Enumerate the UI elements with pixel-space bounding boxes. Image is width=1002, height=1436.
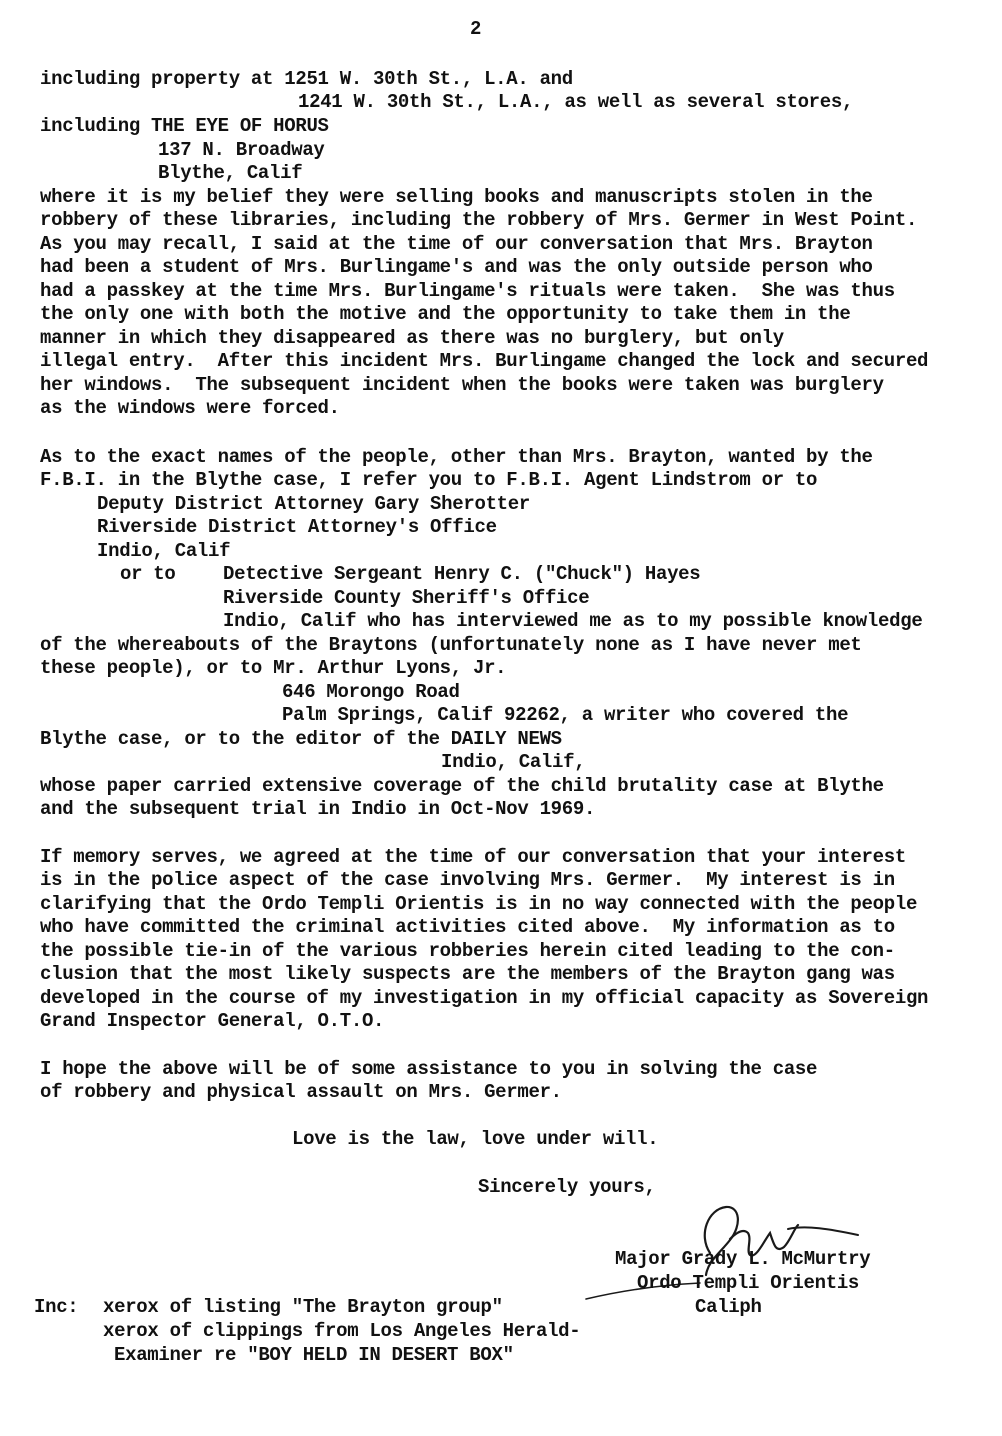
text-line: If memory serves, we agreed at the time of our conversation that your interest — [40, 846, 906, 868]
text-line: Detective Sergeant Henry C. ("Chuck") Hayes — [223, 563, 701, 585]
text-line: of robbery and physical assault on Mrs. Germer. — [40, 1081, 562, 1103]
text-line: clusion that the most likely suspects are the members of the Brayton gang was — [40, 963, 895, 985]
signer-title: Caliph — [695, 1296, 762, 1318]
text-line: As to the exact names of the people, other than Mrs. Brayton, wanted by the — [40, 446, 873, 468]
text-line: Indio, Calif who has interviewed me as to my possible knowledge — [223, 610, 923, 632]
enclosure-item: xerox of clippings from Los Angeles Herald- — [103, 1320, 581, 1342]
page-number: 2 — [470, 18, 482, 40]
text-line: who have committed the criminal activities cited above. My information as to — [40, 916, 895, 938]
text-line: where it is my belief they were selling books and manuscripts stolen in the — [40, 186, 873, 208]
text-line: or to — [120, 563, 176, 585]
text-line: Riverside District Attorney's Office — [97, 516, 497, 538]
text-line: including property at 1251 W. 30th St., L.A. and — [40, 68, 573, 90]
text-line: Riverside County Sheriff's Office — [223, 587, 590, 609]
text-line: the possible tie-in of the various robberies herein cited leading to the con- — [40, 940, 895, 962]
text-line: and the subsequent trial in Indio in Oct-Nov 1969. — [40, 798, 596, 820]
text-line: as the windows were forced. — [40, 397, 340, 419]
text-line: including THE EYE OF HORUS — [40, 115, 329, 137]
motto: Love is the law, love under will. — [292, 1128, 659, 1150]
text-line: Grand Inspector General, O.T.O. — [40, 1010, 385, 1032]
text-line: had been a student of Mrs. Burlingame's and was the only outside person who — [40, 256, 873, 278]
text-line: Indio, Calif — [97, 540, 231, 562]
signer-name: Major Grady L. McMurtry — [615, 1248, 871, 1270]
text-line: manner in which they disappeared as there was no burglery, but only — [40, 327, 784, 349]
text-line: of the whereabouts of the Braytons (unfortunately none as I have never met — [40, 634, 862, 656]
text-line: 137 N. Broadway — [158, 139, 325, 161]
enclosure-item: Examiner re "BOY HELD IN DESERT BOX" — [114, 1344, 514, 1366]
text-line: whose paper carried extensive coverage of the child brutality case at Blythe — [40, 775, 884, 797]
text-line: robbery of these libraries, including the robbery of Mrs. Germer in West Point. — [40, 209, 918, 231]
text-line: clarifying that the Ordo Templi Orientis is in no way connected with the people — [40, 893, 918, 915]
text-line: these people), or to Mr. Arthur Lyons, Jr. — [40, 657, 507, 679]
signer-organization: Ordo Templi Orientis — [637, 1272, 860, 1294]
enclosure-item: xerox of listing "The Brayton group" — [103, 1296, 503, 1318]
text-line: I hope the above will be of some assistance to you in solving the case — [40, 1058, 818, 1080]
text-line: 646 Morongo Road — [282, 681, 460, 703]
text-line: illegal entry. After this incident Mrs. Burlingame changed the lock and secured — [40, 350, 929, 372]
text-line: is in the police aspect of the case involving Mrs. Germer. My interest is in — [40, 869, 895, 891]
text-line: Indio, Calif, — [441, 751, 586, 773]
text-line: had a passkey at the time Mrs. Burlingame's rituals were taken. She was thus — [40, 280, 895, 302]
enclosures-label: Inc: — [34, 1296, 79, 1318]
text-line: the only one with both the motive and the opportunity to take them in the — [40, 303, 851, 325]
text-line: developed in the course of my investigation in my official capacity as Sovereign — [40, 987, 929, 1009]
text-line: As you may recall, I said at the time of our conversation that Mrs. Brayton — [40, 233, 873, 255]
text-line: 1241 W. 30th St., L.A., as well as several stores, — [298, 91, 854, 113]
closing: Sincerely yours, — [478, 1176, 656, 1198]
text-line: Blythe, Calif — [158, 162, 303, 184]
text-line: F.B.I. in the Blythe case, I refer you to F.B.I. Agent Lindstrom or to — [40, 469, 818, 491]
text-line: Palm Springs, Calif 92262, a writer who covered the — [282, 704, 849, 726]
text-line: Deputy District Attorney Gary Sherotter — [97, 493, 530, 515]
text-line: Blythe case, or to the editor of the DAILY NEWS — [40, 728, 562, 750]
text-line: her windows. The subsequent incident when the books were taken was burglery — [40, 374, 884, 396]
